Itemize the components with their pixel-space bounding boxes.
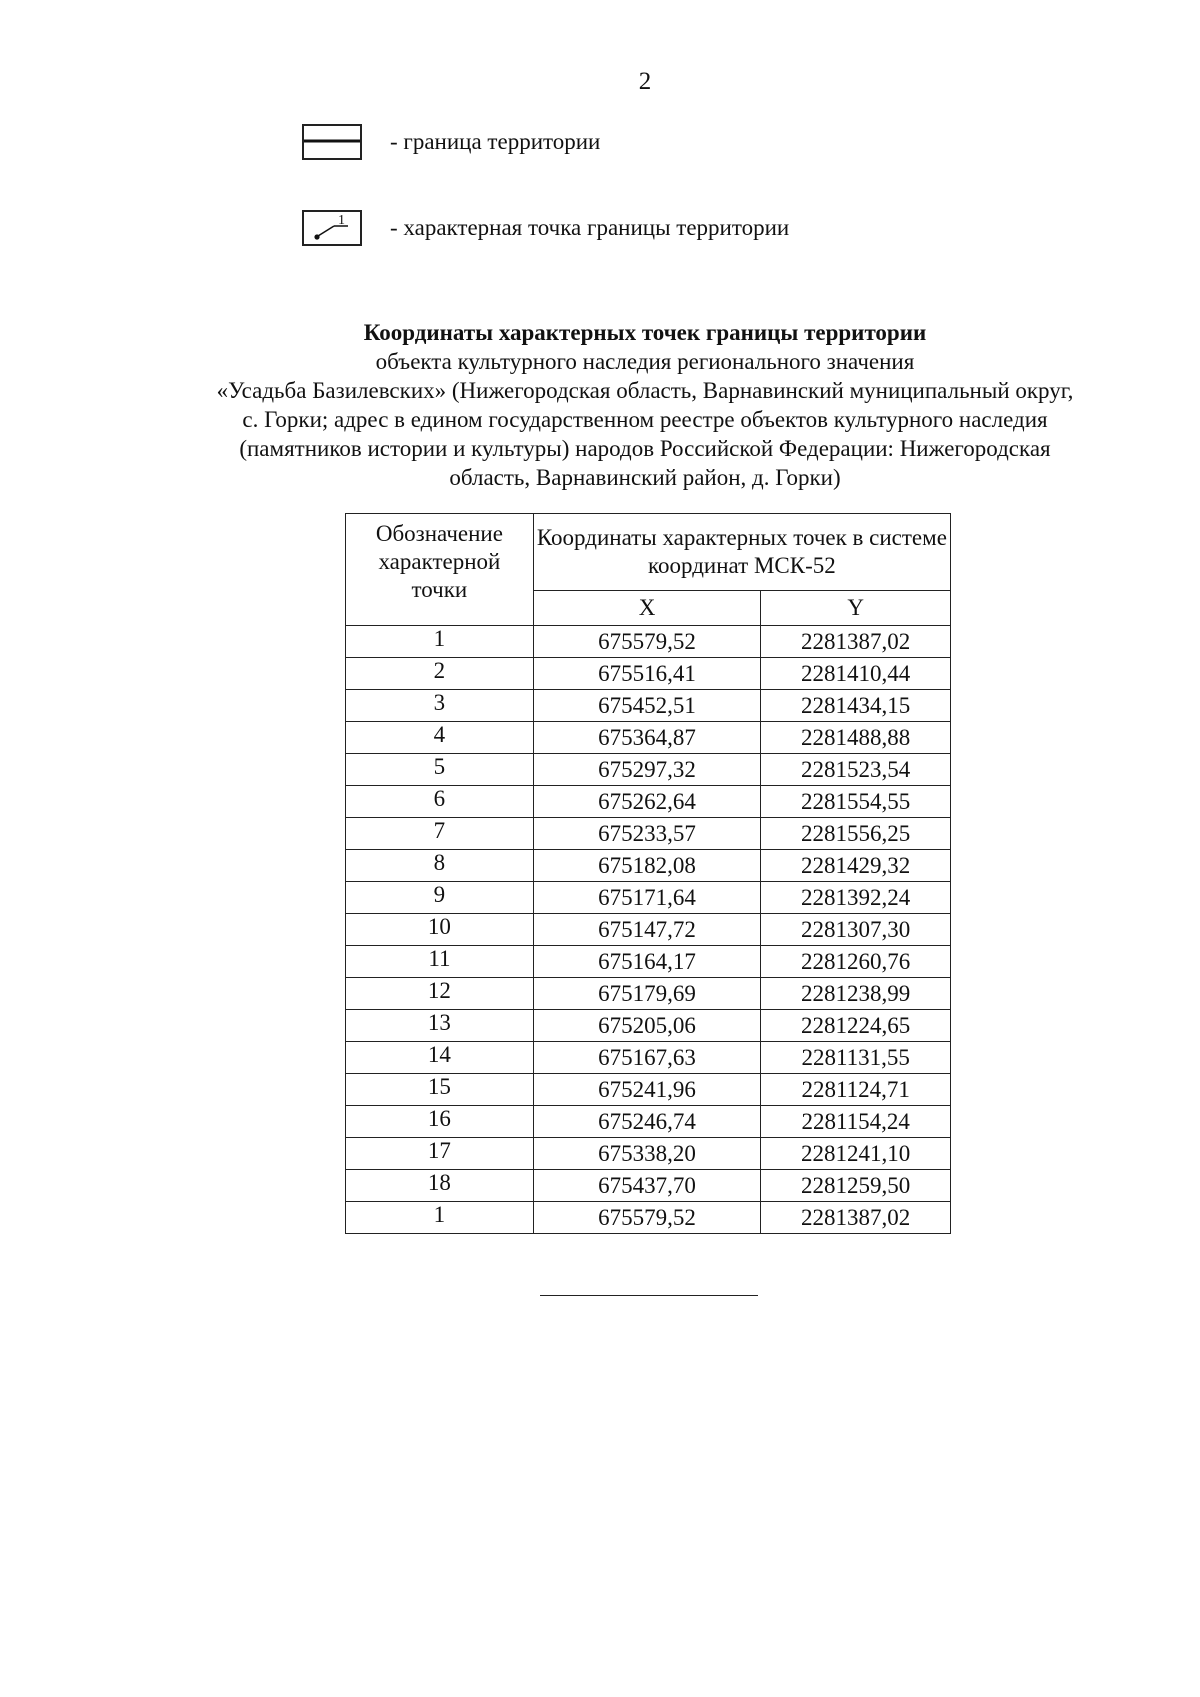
heading-line-2: «Усадьба Базилевских» (Нижегородская область, Варнавинский муниципальный округ,	[216, 378, 1074, 403]
table-row	[346, 626, 951, 658]
y-coordinate: 2281259,50	[761, 1170, 951, 1202]
point-designation: 13	[346, 1010, 534, 1042]
point-designation: 14	[346, 1042, 534, 1074]
coordinates-table-body	[346, 626, 951, 1234]
point-designation: 1	[346, 626, 534, 658]
table-row	[346, 818, 951, 850]
y-coordinate: 2281554,55	[761, 786, 951, 818]
y-coordinate: 2281387,02	[761, 1202, 951, 1234]
point-designation: 8	[346, 850, 534, 882]
table-row	[346, 722, 951, 754]
x-coordinate: 675179,69	[533, 978, 761, 1010]
y-coordinate: 2281434,15	[761, 690, 951, 722]
legend-boundary-label: - граница территории	[390, 129, 601, 154]
x-coordinate: 675205,06	[533, 1010, 761, 1042]
y-coordinate: 2281556,25	[761, 818, 951, 850]
heading-line-1: объекта культурного наследия регионального значения	[375, 349, 915, 374]
table-row	[346, 1106, 951, 1138]
x-coordinate: 675297,32	[533, 754, 761, 786]
table-row	[346, 946, 951, 978]
x-coordinate: 675147,72	[533, 914, 761, 946]
x-coordinate: 675364,87	[533, 722, 761, 754]
point-designation: 9	[346, 882, 534, 914]
legend-point	[302, 210, 789, 246]
x-coordinate: 675241,96	[533, 1074, 761, 1106]
table-row	[346, 1042, 951, 1074]
point-designation: 6	[346, 786, 534, 818]
legend-boundary	[302, 124, 600, 160]
boundary-point-icon-label: 1	[338, 213, 345, 228]
table-row	[346, 1138, 951, 1170]
y-coordinate: 2281238,99	[761, 978, 951, 1010]
x-coordinate: 675182,08	[533, 850, 761, 882]
double-line-boundary-icon	[302, 124, 362, 160]
header-point-designation: Обозначение характерной точки	[346, 514, 534, 626]
y-coordinate: 2281307,30	[761, 914, 951, 946]
point-designation: 3	[346, 690, 534, 722]
document-heading	[150, 318, 1140, 492]
y-coordinate: 2281387,02	[761, 626, 951, 658]
x-coordinate: 675579,52	[533, 626, 761, 658]
table-row	[346, 850, 951, 882]
x-coordinate: 675452,51	[533, 690, 761, 722]
point-designation: 11	[346, 946, 534, 978]
point-designation: 18	[346, 1170, 534, 1202]
y-coordinate: 2281260,76	[761, 946, 951, 978]
x-coordinate: 675437,70	[533, 1170, 761, 1202]
end-rule	[540, 1295, 758, 1296]
x-coordinate: 675167,63	[533, 1042, 761, 1074]
point-designation: 10	[346, 914, 534, 946]
x-coordinate: 675164,17	[533, 946, 761, 978]
table-row	[346, 978, 951, 1010]
y-coordinate: 2281392,24	[761, 882, 951, 914]
y-coordinate: 2281131,55	[761, 1042, 951, 1074]
table-row	[346, 1202, 951, 1234]
y-coordinate: 2281410,44	[761, 658, 951, 690]
y-coordinate: 2281241,10	[761, 1138, 951, 1170]
table-row	[346, 1074, 951, 1106]
y-coordinate: 2281488,88	[761, 722, 951, 754]
x-coordinate: 675262,64	[533, 786, 761, 818]
point-designation: 5	[346, 754, 534, 786]
table-row	[346, 1010, 951, 1042]
table-row	[346, 914, 951, 946]
boundary-point-icon	[302, 210, 362, 246]
x-coordinate: 675171,64	[533, 882, 761, 914]
table-row	[346, 1170, 951, 1202]
y-coordinate: 2281154,24	[761, 1106, 951, 1138]
table-row	[346, 786, 951, 818]
x-coordinate: 675516,41	[533, 658, 761, 690]
y-coordinate: 2281124,71	[761, 1074, 951, 1106]
heading-line-5: область, Варнавинский район, д. Горки)	[449, 465, 841, 490]
header-coordinates: Координаты характерных точек в системе координат МСК-52	[533, 514, 950, 591]
heading-title: Координаты характерных точек границы территории	[363, 320, 927, 345]
point-designation: 12	[346, 978, 534, 1010]
point-designation: 1	[346, 1202, 534, 1234]
y-coordinate: 2281429,32	[761, 850, 951, 882]
x-coordinate: 675338,20	[533, 1138, 761, 1170]
x-coordinate: 675233,57	[533, 818, 761, 850]
point-designation: 16	[346, 1106, 534, 1138]
header-y: Y	[761, 591, 951, 626]
table-row	[346, 754, 951, 786]
page-number: 2	[638, 68, 652, 95]
heading-line-4: (памятников истории и культуры) народов Российской Федерации: Нижегородская	[239, 436, 1051, 461]
header-x: X	[533, 591, 761, 626]
point-designation: 17	[346, 1138, 534, 1170]
heading-line-3: с. Горки; адрес в едином государственном реестре объектов культурного наследия	[242, 407, 1048, 432]
coordinates-table	[345, 513, 951, 1234]
legend-point-label: - характерная точка границы территории	[390, 215, 790, 240]
point-designation: 2	[346, 658, 534, 690]
x-coordinate: 675579,52	[533, 1202, 761, 1234]
y-coordinate: 2281224,65	[761, 1010, 951, 1042]
point-designation: 15	[346, 1074, 534, 1106]
y-coordinate: 2281523,54	[761, 754, 951, 786]
x-coordinate: 675246,74	[533, 1106, 761, 1138]
point-designation: 7	[346, 818, 534, 850]
table-row	[346, 690, 951, 722]
table-row	[346, 882, 951, 914]
table-row	[346, 658, 951, 690]
point-designation: 4	[346, 722, 534, 754]
